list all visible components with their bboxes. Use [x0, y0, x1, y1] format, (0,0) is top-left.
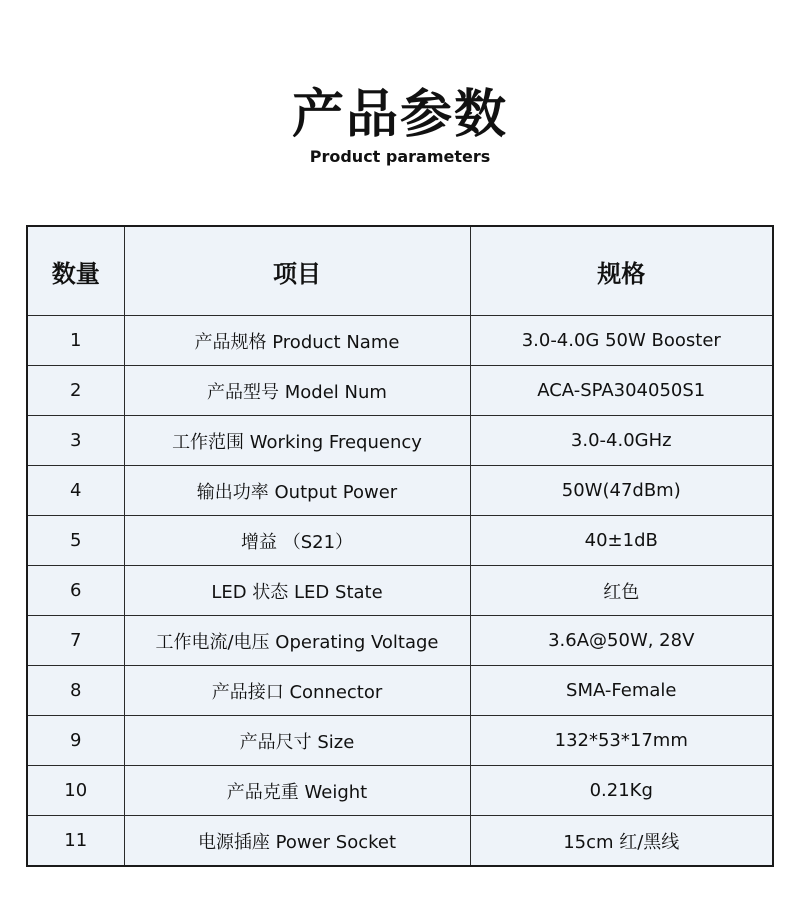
cell-item: 工作电流/电压 Operating Voltage [124, 616, 470, 666]
column-header-spec: 规格 [470, 226, 773, 316]
cell-spec: ACA-SPA304050S1 [470, 366, 773, 416]
cell-item: 产品克重 Weight [124, 766, 470, 816]
cell-number: 3 [27, 416, 124, 466]
cell-item: 产品尺寸 Size [124, 716, 470, 766]
page-subtitle: Product parameters [309, 147, 491, 166]
cell-number: 6 [27, 566, 124, 616]
cell-number: 8 [27, 666, 124, 716]
table-row [27, 666, 773, 716]
cell-spec: 3.0-4.0GHz [470, 416, 773, 466]
table-row [27, 766, 773, 816]
table-header-row [27, 226, 773, 316]
cell-number: 4 [27, 466, 124, 516]
spec-table [26, 225, 774, 867]
cell-item: 输出功率 Output Power [124, 466, 470, 516]
cell-spec: 40±1dB [470, 516, 773, 566]
cell-item: 电源插座 Power Socket [124, 816, 470, 867]
table-row [27, 416, 773, 466]
table-row [27, 316, 773, 366]
table-row [27, 466, 773, 516]
cell-spec: 红色 [470, 566, 773, 616]
cell-spec: 3.6A@50W, 28V [470, 616, 773, 666]
cell-number: 7 [27, 616, 124, 666]
column-header-item: 项目 [124, 226, 470, 316]
cell-number: 2 [27, 366, 124, 416]
cell-item: 产品接口 Connector [124, 666, 470, 716]
cell-spec: 15cm 红/黑线 [470, 816, 773, 867]
table-row [27, 716, 773, 766]
cell-number: 1 [27, 316, 124, 366]
cell-item: LED 状态 LED State [124, 566, 470, 616]
table-row [27, 816, 773, 867]
cell-number: 10 [27, 766, 124, 816]
table-row [27, 566, 773, 616]
cell-spec: 50W(47dBm) [470, 466, 773, 516]
column-header-quantity: 数量 [27, 226, 124, 316]
table-row [27, 616, 773, 666]
table-row [27, 366, 773, 416]
cell-number: 9 [27, 716, 124, 766]
table-body [27, 316, 773, 867]
cell-item: 增益 （S21） [124, 516, 470, 566]
cell-spec: 3.0-4.0G 50W Booster [470, 316, 773, 366]
cell-spec: 0.21Kg [470, 766, 773, 816]
cell-spec: 132*53*17mm [470, 716, 773, 766]
cell-number: 11 [27, 816, 124, 867]
cell-number: 5 [27, 516, 124, 566]
cell-item: 工作范围 Working Frequency [124, 416, 470, 466]
table-row [27, 516, 773, 566]
cell-item: 产品规格 Product Name [124, 316, 470, 366]
cell-spec: SMA-Female [470, 666, 773, 716]
cell-item: 产品型号 Model Num [124, 366, 470, 416]
page-title: 产品参数 [291, 85, 508, 145]
